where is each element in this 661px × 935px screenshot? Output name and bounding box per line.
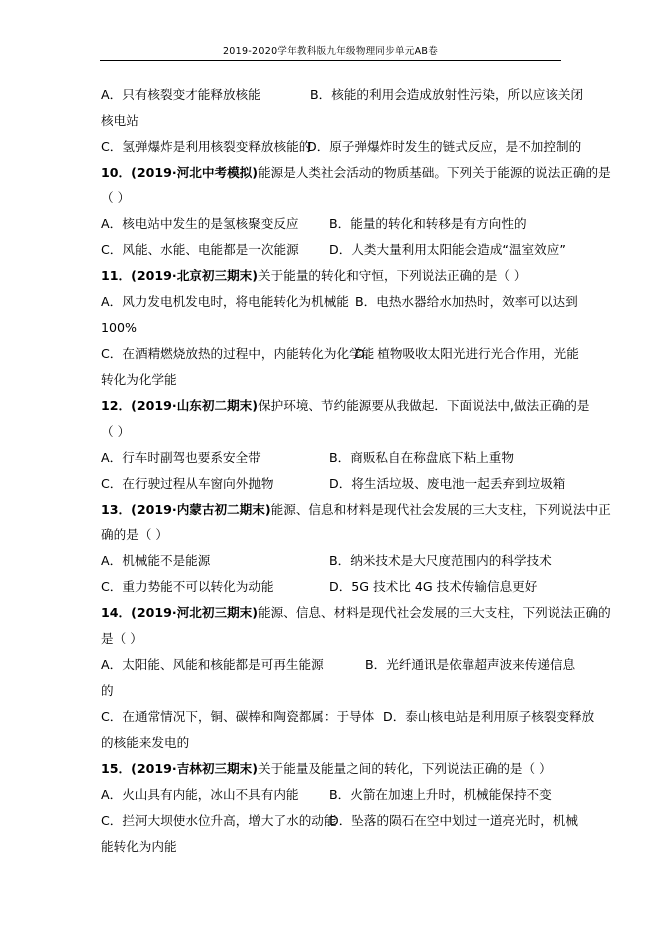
q9-option-a: A．只有核裂变才能释放核能 — [101, 87, 261, 102]
header-rule — [100, 60, 561, 61]
q12-options-row2 — [101, 476, 565, 492]
q10-number: 10．(2019·河北中考模拟) — [101, 165, 259, 180]
q12-options-row1 — [101, 450, 565, 466]
q14-number: 14．(2019·河北初三期末) — [101, 605, 259, 620]
q11-option-d-cont: 转化为化学能 — [101, 372, 177, 387]
q10-options-row2 — [101, 242, 565, 258]
q13-number: 13．(2019·内蒙古初二期末) — [101, 502, 271, 517]
q15-text: 关于能量及能量之间的转化，下列说法正确的是（ ） — [258, 761, 552, 776]
q9-option-b-cont: 核电站 — [101, 113, 139, 128]
q11-option-c: C．在酒精燃烧放热的过程中，内能转化为化学能 — [101, 346, 375, 361]
q9-option-b: B．核能的利用会造成放射性污染，所以应该关闭 — [310, 87, 584, 102]
q13-options-row2 — [101, 579, 565, 595]
q14-options-row1 — [101, 657, 576, 673]
q13-option-d: D．5G 技术比 4G 技术传输信息更好 — [329, 579, 538, 594]
q11-options-row2 — [101, 346, 579, 362]
q15-option-b: B．火箭在加速上升时，机械能保持不变 — [329, 787, 552, 802]
q9-option-d: D．原子弹爆炸时发生的链式反应，是不加控制的 — [307, 139, 582, 154]
q15-options-row1 — [101, 787, 565, 803]
q9-option-c: C．氢弹爆炸是利用核裂变释放核能的 — [101, 139, 312, 154]
q14-option-d-cont: 的核能来发电的 — [101, 735, 190, 750]
page-header: 2019-2020学年教科版九年级物理同步单元AB卷 — [222, 46, 439, 57]
q14-option-c: C．在通常情况下，铜、碳棒和陶瓷都属：于导体 — [101, 709, 375, 724]
q11-option-a: A．风力发电机发电时，将电能转化为机械能 — [101, 294, 349, 309]
q15-number: 15．(2019·吉林初三期末) — [101, 761, 259, 776]
q14-stem — [101, 605, 611, 621]
q9-options-row2 — [101, 139, 582, 155]
q13-text: 能源、信息和材料是现代社会发展的三大支柱，下列说法中正 — [270, 502, 611, 517]
q12-number: 12．(2019·山东初二期末) — [101, 398, 259, 413]
q10-options-row1 — [101, 216, 565, 232]
q12-stem — [101, 398, 590, 414]
q10-stem — [101, 165, 611, 181]
q13-option-c: C．重力势能不可以转化为动能 — [101, 579, 274, 594]
q11-option-b-cont: 100% — [101, 320, 138, 335]
q12-option-b: B．商贩私自在称盘底下粘上重物 — [329, 450, 514, 465]
q15-option-a: A．火山具有内能，冰山不具有内能 — [101, 787, 299, 802]
q13-option-a: A．机械能不是能源 — [101, 553, 211, 568]
q13-stem-cont: 确的是（ ） — [101, 527, 168, 542]
q11-option-d: D．植物吸收太阳光进行光合作用，光能 — [355, 346, 579, 361]
q10-option-d: D．人类大量利用太阳能会造成“温室效应” — [329, 242, 566, 257]
q14-options-row2 — [101, 709, 595, 725]
q10-option-c: C．风能、水能、电能都是一次能源 — [101, 242, 299, 257]
q14-option-a: A．太阳能、风能和核能都是可再生能源 — [101, 657, 324, 672]
q14-option-b: B．光纤通讯是依靠超声波来传递信息 — [365, 657, 576, 672]
q15-option-d: D．坠落的陨石在空中划过一道亮光时，机械 — [329, 813, 578, 828]
q14-option-d: D．泰山核电站是利用原子核裂变释放 — [383, 709, 595, 724]
q10-option-a: A．核电站中发生的是氢核聚变反应 — [101, 216, 299, 231]
q11-option-b: B．电热水器给水加热时，效率可以达到 — [355, 294, 578, 309]
q12-paren: （ ） — [101, 424, 131, 439]
q10-text: 能源是人类社会活动的物质基础。下列关于能源的说法正确的是 — [258, 165, 611, 180]
q14-stem-cont: 是（ ） — [101, 631, 143, 646]
q12-text: 保护环境、节约能源要从我做起．下面说法中,做法正确的是 — [258, 398, 590, 413]
q11-stem — [101, 268, 565, 284]
q11-text: 关于能量的转化和守恒，下列说法正确的是（ ） — [258, 268, 527, 283]
q15-options-row2 — [101, 813, 578, 829]
q12-option-c: C．在行驶过程从车窗向外抛物 — [101, 476, 274, 491]
q13-options-row1 — [101, 553, 565, 569]
q11-options-row1 — [101, 294, 578, 310]
q15-option-c: C．拦河大坝使水位升高，增大了水的动能 — [101, 813, 337, 828]
q15-stem — [101, 761, 565, 777]
q12-option-a: A．行车时副驾也要系安全带 — [101, 450, 261, 465]
q14-option-b-cont: 的 — [101, 683, 114, 698]
q11-number: 11．(2019·北京初三期末) — [101, 268, 259, 283]
q13-option-b: B．纳米技术是大尺度范围内的科学技术 — [329, 553, 552, 568]
q9-options-row1 — [101, 87, 584, 103]
q14-text: 能源、信息、材料是现代社会发展的三大支柱，下列说法正确的 — [258, 605, 611, 620]
q13-stem — [101, 502, 611, 518]
q15-option-d-cont: 能转化为内能 — [101, 839, 177, 854]
q10-paren: （ ） — [101, 190, 131, 205]
q10-option-b: B．能量的转化和转移是有方向性的 — [329, 216, 527, 231]
q12-option-d: D．将生活垃圾、废电池一起丢弃到垃圾箱 — [329, 476, 566, 491]
